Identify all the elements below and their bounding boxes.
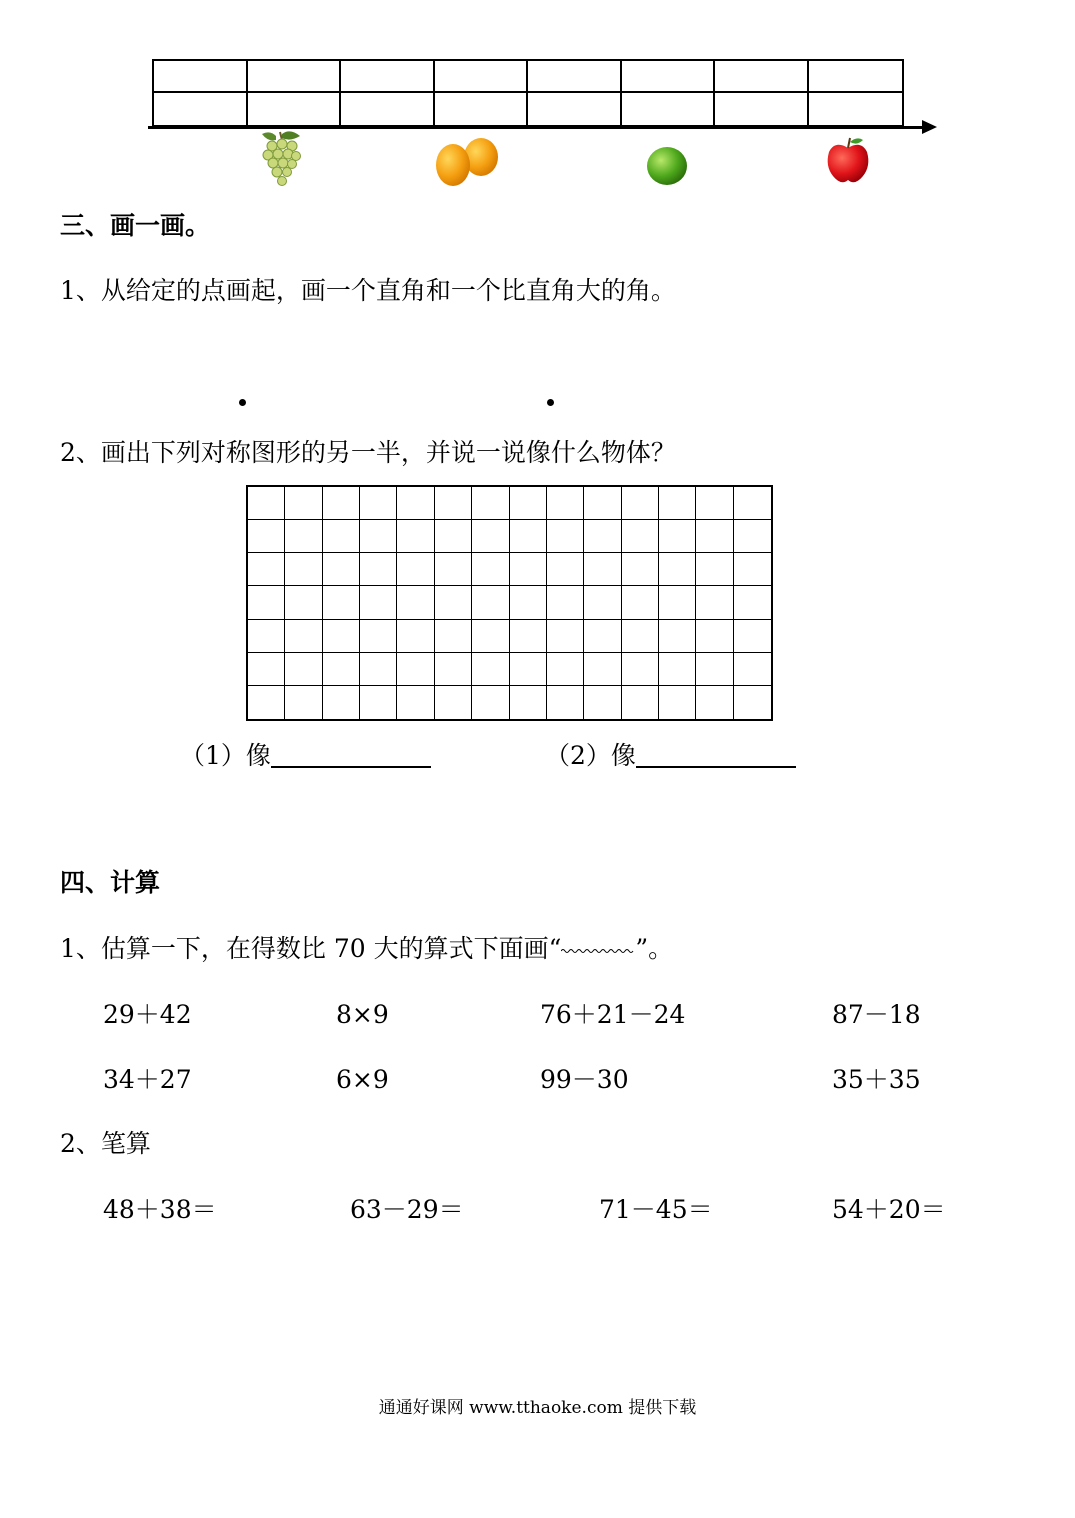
start-point-1 xyxy=(239,399,246,406)
grid-cell[interactable] xyxy=(547,487,584,520)
number-line-cell[interactable] xyxy=(622,93,716,125)
grid-cell[interactable] xyxy=(285,653,322,686)
estimate-expression[interactable]: 34＋27 xyxy=(103,1065,192,1094)
grid-cell[interactable] xyxy=(472,686,509,719)
grid-cell[interactable] xyxy=(323,553,360,586)
grid-cell[interactable] xyxy=(323,586,360,619)
grid-cell[interactable] xyxy=(622,653,659,686)
written-calculation: 71－45＝ xyxy=(599,1195,713,1224)
section4-title: 四、计算 xyxy=(60,868,161,897)
estimate-expression[interactable]: 8×9 xyxy=(336,1000,389,1029)
number-line-cell[interactable] xyxy=(435,93,529,125)
number-line-axis xyxy=(148,126,926,129)
grid-cell[interactable] xyxy=(734,520,771,553)
grid-cell[interactable] xyxy=(510,686,547,719)
grid-cell[interactable] xyxy=(435,520,472,553)
grid-cell[interactable] xyxy=(622,586,659,619)
grid-cell[interactable] xyxy=(622,487,659,520)
grid-cell[interactable] xyxy=(323,686,360,719)
grid-cell[interactable] xyxy=(285,620,322,653)
grid-cell[interactable] xyxy=(285,487,322,520)
grid-cell[interactable] xyxy=(472,586,509,619)
grid-cell[interactable] xyxy=(323,620,360,653)
grid-cell[interactable] xyxy=(734,553,771,586)
grid-cell[interactable] xyxy=(659,586,696,619)
grid-cell[interactable] xyxy=(510,520,547,553)
number-line-cell[interactable] xyxy=(622,61,716,93)
grid-cell[interactable] xyxy=(285,686,322,719)
grid-cell[interactable] xyxy=(397,520,434,553)
grid-cell[interactable] xyxy=(248,553,285,586)
grid-cell[interactable] xyxy=(510,620,547,653)
grid-cell[interactable] xyxy=(360,686,397,719)
orange-icon xyxy=(434,135,500,189)
grid-cell[interactable] xyxy=(472,487,509,520)
grid-cell[interactable] xyxy=(659,553,696,586)
grid-cell[interactable] xyxy=(696,520,733,553)
number-line-cell[interactable] xyxy=(809,61,903,93)
estimate-expression[interactable]: 99－30 xyxy=(540,1065,629,1094)
start-point-2 xyxy=(547,399,554,406)
grid-cell[interactable] xyxy=(584,487,621,520)
grid-cell[interactable] xyxy=(510,553,547,586)
grid-cell[interactable] xyxy=(435,653,472,686)
number-line-cell[interactable] xyxy=(715,61,809,93)
grid-cell[interactable] xyxy=(734,620,771,653)
estimate-expression[interactable]: 35＋35 xyxy=(832,1065,921,1094)
grid-cell[interactable] xyxy=(622,553,659,586)
answer-line-1 xyxy=(180,742,431,768)
answer-blank-1[interactable] xyxy=(271,742,431,768)
grid-cell[interactable] xyxy=(472,653,509,686)
grid-cell[interactable] xyxy=(397,553,434,586)
answer-label-1: （1）像 xyxy=(180,741,271,770)
grid-cell[interactable] xyxy=(584,586,621,619)
apple-icon xyxy=(825,136,871,186)
grid-cell[interactable] xyxy=(696,653,733,686)
grid-cell[interactable] xyxy=(659,686,696,719)
footer-text: 通通好课网 www.tthaoke.com 提供下载 xyxy=(378,1398,697,1418)
number-line-cell[interactable] xyxy=(154,93,248,125)
grid-cell[interactable] xyxy=(734,487,771,520)
grid-cell[interactable] xyxy=(248,487,285,520)
grid-cell[interactable] xyxy=(584,653,621,686)
axis-arrow-icon xyxy=(922,120,937,134)
grid-cell[interactable] xyxy=(435,553,472,586)
grid-cell[interactable] xyxy=(547,653,584,686)
number-line-cell[interactable] xyxy=(341,61,435,93)
estimate-expression[interactable]: 29＋42 xyxy=(103,1000,192,1029)
grid-cell[interactable] xyxy=(472,620,509,653)
grid-cell[interactable] xyxy=(584,520,621,553)
grid-cell[interactable] xyxy=(696,553,733,586)
section3-question2: 2、画出下列对称图形的另一半，并说一说像什么物体？ xyxy=(60,438,676,467)
section4-question2: 2、笔算 xyxy=(60,1129,151,1158)
grid-cell[interactable] xyxy=(510,653,547,686)
number-line-table xyxy=(152,59,904,127)
number-line-cell[interactable] xyxy=(528,93,622,125)
grid-cell[interactable] xyxy=(360,487,397,520)
grid-cell[interactable] xyxy=(734,586,771,619)
grid-cell[interactable] xyxy=(323,487,360,520)
grid-cell[interactable] xyxy=(397,653,434,686)
number-line-cell[interactable] xyxy=(248,93,342,125)
section4-question1 xyxy=(60,936,673,961)
number-line-cell[interactable] xyxy=(248,61,342,93)
written-calculation: 63－29＝ xyxy=(350,1195,464,1224)
grid-cell[interactable] xyxy=(472,520,509,553)
grid-cell[interactable] xyxy=(248,520,285,553)
grid-cell[interactable] xyxy=(547,553,584,586)
estimate-expression[interactable]: 76＋21－24 xyxy=(540,1000,686,1029)
grid-cell[interactable] xyxy=(435,487,472,520)
question1-text: 1、估算一下，在得数比 70 大的算式下面画“ xyxy=(60,934,562,963)
grid-cell[interactable] xyxy=(323,653,360,686)
grid-cell[interactable] xyxy=(285,520,322,553)
grid-cell[interactable] xyxy=(360,586,397,619)
grid-cell[interactable] xyxy=(622,620,659,653)
grid-cell[interactable] xyxy=(547,586,584,619)
grid-cell[interactable] xyxy=(435,620,472,653)
grid-cell[interactable] xyxy=(696,487,733,520)
grid-cell[interactable] xyxy=(360,553,397,586)
grid-cell[interactable] xyxy=(547,686,584,719)
grid-cell[interactable] xyxy=(285,586,322,619)
grid-cell[interactable] xyxy=(248,686,285,719)
question1-end: ”。 xyxy=(635,934,674,963)
answer-blank-2[interactable] xyxy=(636,742,796,768)
grid-cell[interactable] xyxy=(360,520,397,553)
grid-cell[interactable] xyxy=(659,520,696,553)
estimate-expression[interactable]: 87－18 xyxy=(832,1000,921,1029)
grid-cell[interactable] xyxy=(584,553,621,586)
grid-cell[interactable] xyxy=(510,487,547,520)
grid-cell[interactable] xyxy=(323,520,360,553)
grid-cell[interactable] xyxy=(248,586,285,619)
answer-line-2 xyxy=(545,742,796,768)
wavy-underline-icon xyxy=(561,948,635,954)
number-line-cell[interactable] xyxy=(154,61,248,93)
grid-cell[interactable] xyxy=(510,586,547,619)
grape-icon xyxy=(256,130,308,190)
grid-cell[interactable] xyxy=(622,520,659,553)
grid-cell[interactable] xyxy=(397,620,434,653)
estimate-expression[interactable]: 6×9 xyxy=(336,1065,389,1094)
grid-cell[interactable] xyxy=(397,586,434,619)
number-line-cell[interactable] xyxy=(528,61,622,93)
number-line-cell[interactable] xyxy=(715,93,809,125)
grid-cell[interactable] xyxy=(622,686,659,719)
number-line-cell[interactable] xyxy=(809,93,903,125)
grid-cell[interactable] xyxy=(435,586,472,619)
grid-cell[interactable] xyxy=(435,686,472,719)
grid-cell[interactable] xyxy=(397,686,434,719)
grid-cell[interactable] xyxy=(696,586,733,619)
grid-cell[interactable] xyxy=(285,553,322,586)
written-calculation: 54＋20＝ xyxy=(832,1195,946,1224)
grid-cell[interactable] xyxy=(248,620,285,653)
grid-cell[interactable] xyxy=(734,653,771,686)
grid-cell[interactable] xyxy=(584,620,621,653)
grid-cell[interactable] xyxy=(472,553,509,586)
written-calculation: 48＋38＝ xyxy=(103,1195,217,1224)
section3-question1: 1、从给定的点画起，画一个直角和一个比直角大的角。 xyxy=(60,276,676,305)
grid-cell[interactable] xyxy=(734,686,771,719)
grid-cell[interactable] xyxy=(696,686,733,719)
grid-cell[interactable] xyxy=(659,487,696,520)
grid-cell[interactable] xyxy=(397,487,434,520)
grid-cell[interactable] xyxy=(547,520,584,553)
grid-cell[interactable] xyxy=(360,620,397,653)
number-line-cell[interactable] xyxy=(435,61,529,93)
answer-label-2: （2）像 xyxy=(545,741,636,770)
grid-cell[interactable] xyxy=(659,653,696,686)
section3-title: 三、画一画。 xyxy=(60,211,211,240)
grid-cell[interactable] xyxy=(659,620,696,653)
grid-cell[interactable] xyxy=(696,620,733,653)
grid-cell[interactable] xyxy=(547,620,584,653)
lime-icon xyxy=(646,145,688,187)
grid-cell[interactable] xyxy=(248,653,285,686)
drawing-grid[interactable] xyxy=(246,485,773,721)
grid-cell[interactable] xyxy=(360,653,397,686)
grid-cell[interactable] xyxy=(584,686,621,719)
number-line-cell[interactable] xyxy=(341,93,435,125)
